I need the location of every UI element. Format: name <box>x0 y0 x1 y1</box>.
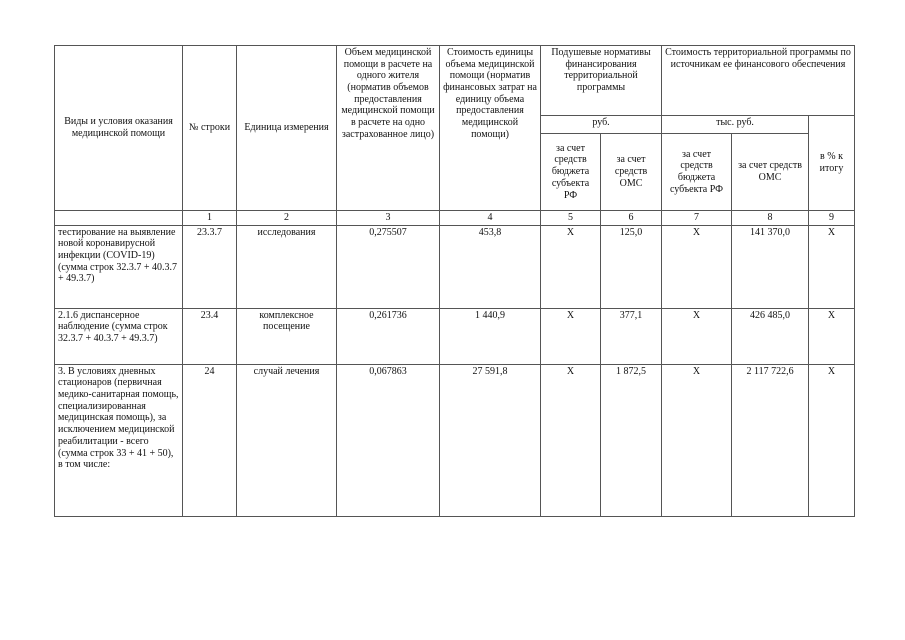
row-pc-oms: 125,0 <box>601 225 662 308</box>
row-unit: комплексное посещение <box>237 308 337 364</box>
row-number: 23.3.7 <box>183 225 237 308</box>
column-number: 1 <box>183 211 237 226</box>
header-unit: Единица измерения <box>237 46 337 211</box>
row-volume: 0,261736 <box>337 308 440 364</box>
header-oms-b: за счет средств ОМС <box>732 134 809 211</box>
header-thous-rub: тыс. руб. <box>662 116 809 134</box>
row-number: 23.4 <box>183 308 237 364</box>
column-number: 9 <box>809 211 855 226</box>
table-row <box>55 225 855 308</box>
row-kind: тестирование на выявление новой коронавирусной инфекции (COVID-19) (сумма строк 32.3.7 + 40.3.7 + 49.3.7) <box>55 225 183 308</box>
column-number: 3 <box>337 211 440 226</box>
row-pc-budget: Х <box>541 308 601 364</box>
row-kind: 3. В условиях дневных стационаров (первичная медико-санитарная помощь, специализированная медицинская помощь), за исключением медицинской реабилитации - всего (сумма строк 33 + 41 + 50), в том числе: <box>55 364 183 516</box>
column-number: 4 <box>440 211 541 226</box>
row-pc-budget: Х <box>541 364 601 516</box>
row-cost: 1 440,9 <box>440 308 541 364</box>
table-row <box>55 364 855 516</box>
column-numbers-row <box>55 211 855 226</box>
column-number: 7 <box>662 211 732 226</box>
column-number: 5 <box>541 211 601 226</box>
medical-care-table <box>54 45 855 517</box>
row-pc-budget: Х <box>541 225 601 308</box>
row-tp-oms: 2 117 722,6 <box>732 364 809 516</box>
column-number: 2 <box>237 211 337 226</box>
row-kind: 2.1.6 диспансерное наблюдение (сумма строк 32.3.7 + 40.3.7 + 49.3.7) <box>55 308 183 364</box>
row-percent: Х <box>809 225 855 308</box>
row-tp-oms: 426 485,0 <box>732 308 809 364</box>
row-percent: Х <box>809 364 855 516</box>
header-per-capita: Подушевые нормативы финансирования территориальной программы <box>541 46 662 116</box>
row-pc-oms: 377,1 <box>601 308 662 364</box>
header-budget-a: за счет средств бюджета субъекта РФ <box>541 134 601 211</box>
column-number: 8 <box>732 211 809 226</box>
header-oms-a: за счет средств ОМС <box>601 134 662 211</box>
row-unit: случай лечения <box>237 364 337 516</box>
header-territorial: Стоимость территориальной программы по источникам ее финансового обеспечения <box>662 46 855 116</box>
row-pc-oms: 1 872,5 <box>601 364 662 516</box>
row-tp-budget: Х <box>662 308 732 364</box>
row-volume: 0,067863 <box>337 364 440 516</box>
row-cost: 453,8 <box>440 225 541 308</box>
row-tp-oms: 141 370,0 <box>732 225 809 308</box>
table-row <box>55 308 855 364</box>
header-cost: Стоимость единицы объема медицинской помощи (норматив финансовых затрат на единицу объема предоставления медицинской помощи) <box>440 46 541 211</box>
row-percent: Х <box>809 308 855 364</box>
row-unit: исследования <box>237 225 337 308</box>
header-percent: в % к итогу <box>809 116 855 211</box>
header-rub: руб. <box>541 116 662 134</box>
header-row-no: № строки <box>183 46 237 211</box>
column-number: 6 <box>601 211 662 226</box>
column-number-empty <box>55 211 183 226</box>
row-cost: 27 591,8 <box>440 364 541 516</box>
row-number: 24 <box>183 364 237 516</box>
row-volume: 0,275507 <box>337 225 440 308</box>
row-tp-budget: Х <box>662 364 732 516</box>
header-volume: Объем медицинской помощи в расчете на одного жителя (норматив объемов предоставления медицинской помощи в расчете на одно застрахованное лицо) <box>337 46 440 211</box>
header-kind: Виды и условия оказания медицинской помощи <box>55 46 183 211</box>
row-tp-budget: Х <box>662 225 732 308</box>
header-budget-b: за счет средств бюджета субъекта РФ <box>662 134 732 211</box>
